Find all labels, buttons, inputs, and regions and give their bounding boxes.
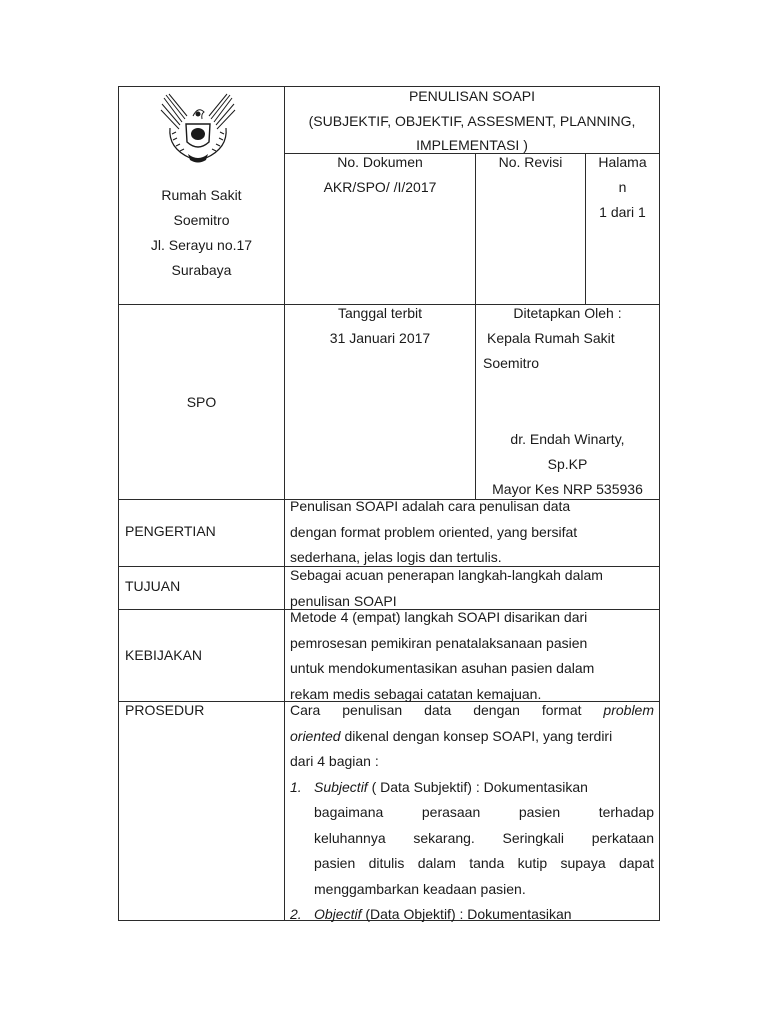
- prosedur-line-2: oriented dikenal dengan konsep SOAPI, yang terdiri: [290, 727, 613, 744]
- kebijakan-text: [290, 605, 654, 707]
- kebijakan-line-3: untuk mendokumentasikan asuhan pasien dalam: [290, 660, 595, 676]
- prosedur-label: PROSEDUR: [125, 702, 205, 718]
- revision-label: No. Revisi: [498, 154, 563, 170]
- page-label-line2: n: [618, 179, 627, 195]
- page-value: 1 dari 1: [599, 204, 646, 220]
- prosedur-line-1: Cara penulisan data dengan format problem: [290, 702, 654, 718]
- tujuan-line-1: Sebagai acuan penerapan langkah-langkah dalam: [290, 567, 603, 583]
- prosedur-item-1-line-3: keluhannya sekarang. Seringkali perkataan: [314, 829, 654, 846]
- kebijakan-line-4: rekam medis sebagai catatan kemajuan.: [290, 685, 542, 702]
- prosedur-item-1: 1. Subjectif ( Data Subjektif) : Dokumentasikan: [290, 778, 588, 795]
- signatory-rank: Mayor Kes NRP 535936: [492, 481, 643, 497]
- prosedur-item-1-line-4: pasien ditulis dalam tanda kutip supaya dapat: [314, 855, 654, 871]
- pengertian-label: PENGERTIAN: [125, 523, 216, 539]
- doc-number-label: No. Dokumen: [337, 154, 423, 170]
- kebijakan-line-1: Metode 4 (empat) langkah SOAPI disarikan dari: [290, 609, 588, 625]
- column-divider-revision: [475, 153, 476, 304]
- set-by-title: Kepala Rumah Sakit: [487, 330, 615, 346]
- document-subtitle-line2: IMPLEMENTASI ): [416, 137, 528, 153]
- prosedur-line-3: dari 4 bagian :: [290, 753, 379, 769]
- issue-date-value: 31 Januari 2017: [329, 330, 431, 346]
- hospital-address: Jl. Serayu no.17: [150, 237, 253, 253]
- hospital-name-line2: Soemitro: [173, 212, 230, 228]
- column-divider-main: [284, 86, 285, 921]
- prosedur-item-2: 2. Objectif (Data Objektif) : Dokumentasikan: [290, 906, 572, 922]
- pengertian-line-1: Penulisan SOAPI adalah cara penulisan data: [290, 498, 571, 514]
- doc-number-value: AKR/SPO/ /I/2017: [323, 179, 437, 195]
- set-by-label: Ditetapkan Oleh :: [513, 305, 622, 321]
- issue-date-label: Tanggal terbit: [337, 305, 423, 321]
- prosedur-item-1-line-5: menggambarkan keadaan pasien.: [314, 880, 526, 897]
- spo-label: SPO: [186, 394, 217, 410]
- kebijakan-label: KEBIJAKAN: [125, 647, 203, 663]
- signatory-suffix: Sp.KP: [547, 456, 588, 472]
- hospital-city: Surabaya: [171, 262, 232, 278]
- military-eagle-emblem-icon: [160, 92, 236, 166]
- pengertian-line-3: sederhana, jelas logis dan tertulis.: [290, 549, 502, 565]
- signatory-name: dr. Endah Winarty,: [510, 431, 625, 447]
- tujuan-line-2: penulisan SOAPI: [290, 592, 397, 609]
- hospital-name: Rumah Sakit: [161, 187, 242, 203]
- document-title: PENULISAN SOAPI: [408, 88, 536, 104]
- prosedur-item-1-line-2: bagaimana perasaan pasien terhadap: [314, 804, 654, 820]
- pengertian-line-2: dengan format problem oriented, yang bersifat: [290, 523, 578, 540]
- prosedur-text: [290, 698, 654, 928]
- pengertian-text: [290, 494, 654, 571]
- set-by-title-line2: Soemitro: [483, 355, 540, 371]
- page-label: Halama: [598, 154, 647, 170]
- document-subtitle: (SUBJEKTIF, OBJEKTIF, ASSESMENT, PLANNING,: [308, 113, 636, 129]
- table-border-right: [659, 86, 660, 921]
- tujuan-label: TUJUAN: [125, 578, 181, 594]
- kebijakan-line-2: pemrosesan pemikiran penatalaksanaan pasien: [290, 634, 588, 651]
